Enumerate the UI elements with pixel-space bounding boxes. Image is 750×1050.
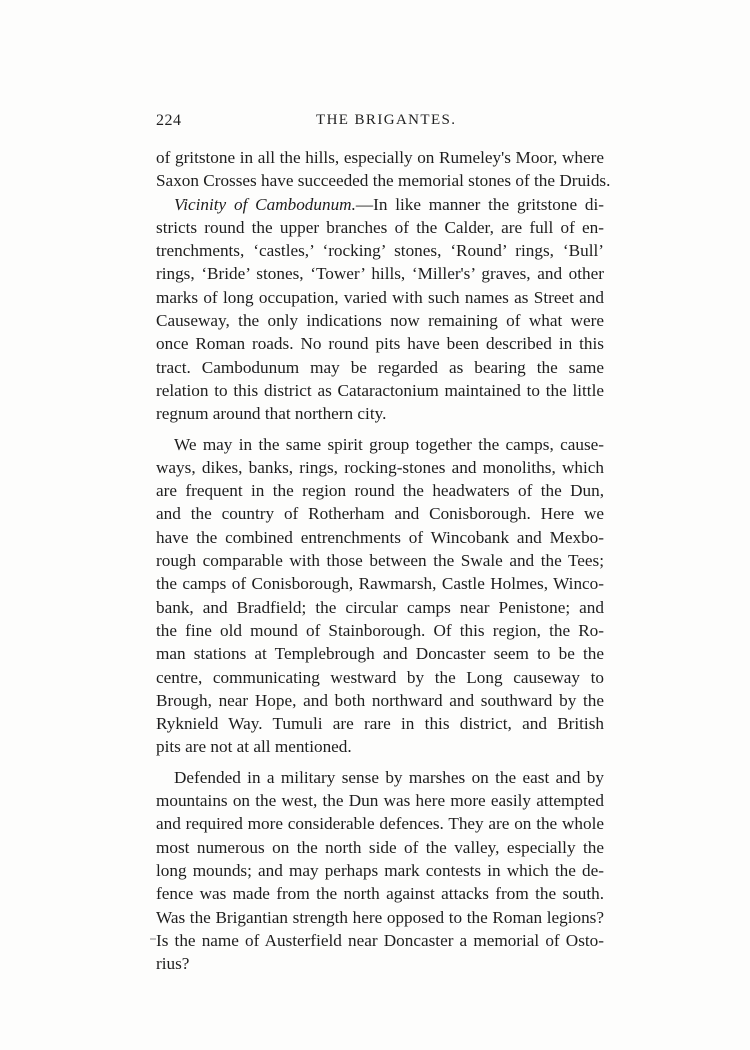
text-line-part: —In like manner the gritstone di- <box>355 194 604 214</box>
text-line: have the combined entrenchments of Wincobank and Mexbo- <box>156 527 604 547</box>
text-line: trenchments, ‘castles,’ ‘rocking’ stones, ‘Round’ rings, ‘Bull’ <box>156 241 604 261</box>
text-line: and the country of Rotherham and Conisborough. Here we <box>156 504 604 524</box>
text-line: We may in the same spirit group together the camps, cause- <box>174 434 604 454</box>
text-line: long mounds; and may perhaps mark contests in which the de- <box>156 860 604 880</box>
text-line: the fine old mound of Stainborough. Of this region, the Ro- <box>156 620 604 640</box>
text-line <box>156 193 604 216</box>
text-line: pits are not at all mentioned. <box>156 737 352 757</box>
text-line: and required more considerable defences. They are on the whole <box>156 814 604 834</box>
text-line: Saxon Crosses have succeeded the memorial stones of the Druids. <box>156 171 611 191</box>
body-text <box>156 146 611 975</box>
text-line: regnum around that northern city. <box>156 404 387 424</box>
text-line: Defended in a military sense by marshes on the east and by <box>174 767 604 787</box>
text-line: of gritstone in all the hills, especially on Rumeley's Moor, where <box>156 148 604 167</box>
text-line: once Roman roads. No round pits have been described in this <box>156 334 604 354</box>
text-line: ways, dikes, banks, rings, rocking-stones and monoliths, which <box>156 457 604 477</box>
text-line: the camps of Conisborough, Rawmarsh, Castle Holmes, Winco- <box>156 574 604 594</box>
page-header <box>156 112 602 136</box>
page-number: 224 <box>156 112 182 129</box>
text-line: Ryknield Way. Tumuli are rare in this district, and British <box>156 714 604 734</box>
text-line: are frequent in the region round the headwaters of the Dun, <box>156 481 604 501</box>
text-line: bank, and Bradfield; the circular camps near Penistone; and <box>156 597 604 617</box>
paragraph <box>156 433 604 759</box>
text-line: centre, communicating westward by the Long causeway to <box>156 667 604 687</box>
margin-mark <box>150 938 156 940</box>
paragraph <box>156 146 611 193</box>
text-line: relation to this district as Cataractonium maintained to the little <box>156 380 604 400</box>
section-heading: Vicinity of Cambodunum. <box>174 194 356 214</box>
paragraph <box>156 766 604 976</box>
text-line: man stations at Templebrough and Doncaster seem to be the <box>156 644 604 664</box>
running-head: THE BRIGANTES. <box>316 112 457 128</box>
text-line: tract. Cambodunum may be regarded as bearing the same <box>156 357 604 377</box>
text-line: Brough, near Hope, and both northward and southward by the <box>156 690 604 710</box>
text-line: stricts round the upper branches of the Calder, are full of en- <box>156 217 604 237</box>
text-line: rings, ‘Bride’ stones, ‘Tower’ hills, ‘Miller's’ graves, and other <box>156 264 604 284</box>
text-line: rough comparable with those between the Swale and the Tees; <box>156 551 604 571</box>
text-line: mountains on the west, the Dun was here more easily attempted <box>156 791 604 811</box>
text-line: Causeway, the only indications now remaining of what were <box>156 311 604 331</box>
text-line: Was the Brigantian strength here opposed to the Roman legions? <box>156 907 604 927</box>
text-line: fence was made from the north against attacks from the south. <box>156 884 604 904</box>
text-line: most numerous on the north side of the valley, especially the <box>156 837 604 857</box>
text-line: Is the name of Austerfield near Doncaster a memorial of Osto- <box>156 930 604 950</box>
text-line: rius? <box>156 954 190 974</box>
paragraph <box>156 193 604 426</box>
text-line: marks of long occupation, varied with such names as Street and <box>156 287 604 307</box>
